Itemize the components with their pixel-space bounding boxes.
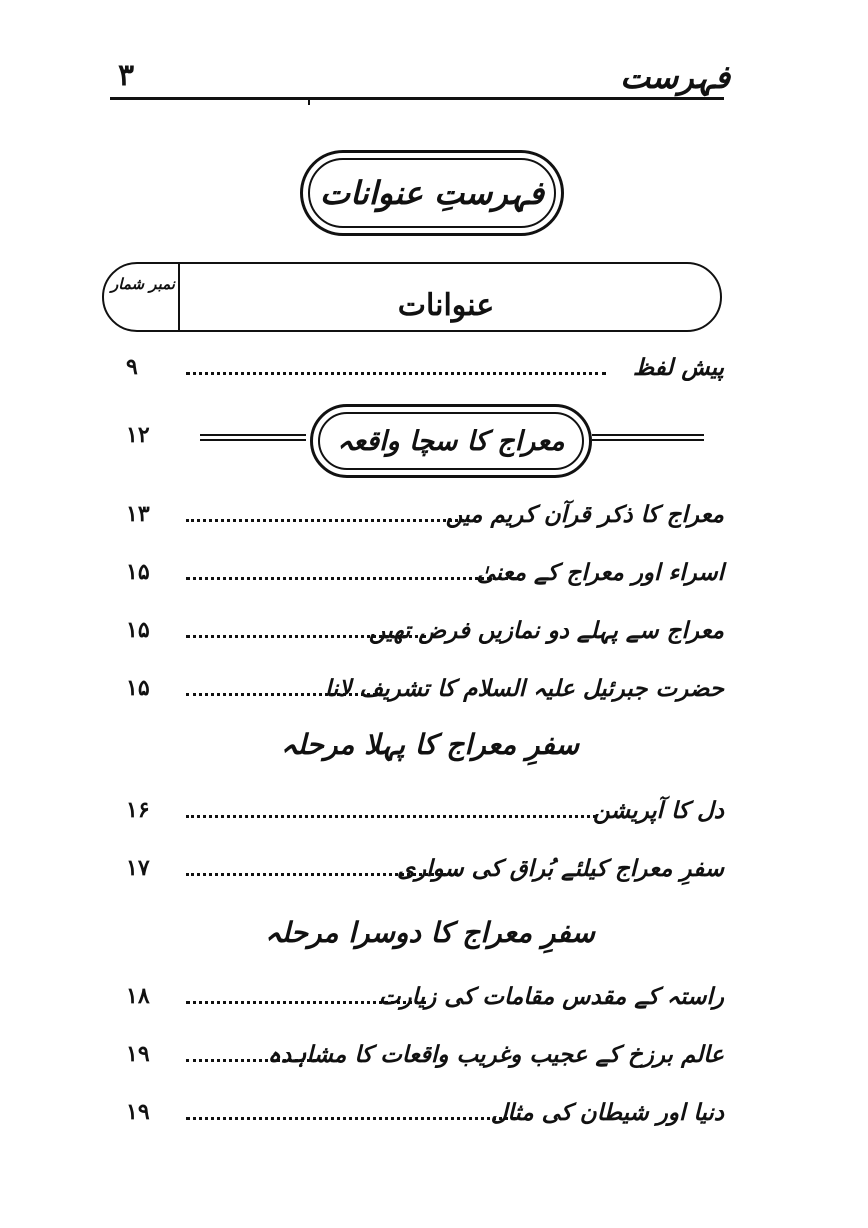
column-header-topics: عنوانات — [397, 287, 495, 323]
toc-entry[interactable] — [110, 974, 724, 1018]
section-banner-frame[interactable] — [310, 404, 592, 478]
toc-entry-text: پیش لفظ — [632, 353, 724, 381]
dot-leader — [186, 815, 596, 818]
toc-entry-page: ۱۶ — [126, 797, 150, 823]
toc-entry-page: ۱۵ — [126, 617, 150, 643]
toc-entry-page: ۱۹ — [126, 1041, 150, 1067]
dot-leader — [186, 1059, 316, 1062]
toc-entry-text: دنیا اور شیطان کی مثال — [490, 1098, 724, 1126]
column-header-number: نمبر شمار — [111, 275, 175, 293]
toc-entry-page: ۱۵ — [126, 675, 150, 701]
toc-entry-page: ۱۳ — [126, 501, 150, 527]
toc-entry-page: ۱۵ — [126, 559, 150, 585]
dot-leader — [186, 372, 606, 375]
toc-entry-page: ۹ — [126, 354, 138, 380]
dot-leader — [186, 577, 516, 580]
toc-entry[interactable] — [110, 666, 724, 710]
toc-entry-text: اسراء اور معراج کے معنیٰ — [476, 558, 724, 586]
header-rule — [110, 97, 724, 100]
toc-entry-text: راستہ کے مقدس مقامات کی زیارت — [378, 982, 724, 1010]
toc-entry[interactable] — [110, 550, 724, 594]
running-header-title: فہرست — [620, 58, 730, 96]
toc-entry[interactable] — [110, 1090, 724, 1134]
dot-leader — [186, 1117, 516, 1120]
banner-rule-right — [592, 434, 704, 441]
dot-leader — [186, 635, 426, 638]
banner-rule-left — [200, 434, 306, 441]
section-heading: سفرِ معراج کا پہلا مرحلہ — [280, 727, 580, 761]
header-rule-tick — [308, 97, 310, 105]
page-number: ۳ — [118, 58, 135, 93]
dot-leader — [186, 519, 476, 522]
toc-entry[interactable] — [110, 846, 724, 890]
toc-entry-page: ۱۹ — [126, 1099, 150, 1125]
toc-entry-text: عالم برزخ کے عجیب وغریب واقعات کا مشاہدہ — [267, 1040, 724, 1068]
toc-entry[interactable] — [110, 492, 724, 536]
toc-entry[interactable] — [110, 345, 724, 389]
column-header-bar — [102, 262, 722, 332]
section-heading: سفرِ معراج کا دوسرا مرحلہ — [265, 915, 595, 949]
section-banner-title: معراج کا سچا واقعہ — [318, 412, 584, 470]
contents-title-frame — [300, 150, 564, 236]
toc-entry[interactable] — [110, 608, 724, 652]
dot-leader — [186, 873, 458, 876]
column-divider — [178, 264, 180, 330]
toc-entry-page: ۱۸ — [126, 983, 150, 1009]
section-page: ۱۲ — [126, 422, 150, 448]
toc-entry[interactable] — [110, 1032, 724, 1076]
toc-entry-text: سفرِ معراج کیلئے بُراق کی سواری — [397, 854, 724, 882]
dot-leader — [186, 1001, 426, 1004]
toc-entry-text: حضرت جبرئیل علیہ السلام کا تشریف لانا — [324, 674, 724, 702]
toc-entry-text: دل کا آپریشن — [593, 796, 724, 824]
toc-entry[interactable] — [110, 788, 724, 832]
contents-title: فہرستِ عنوانات — [308, 158, 556, 228]
toc-entry-text: معراج کا ذکر قرآن کریم میں — [445, 500, 724, 528]
dot-leader — [186, 693, 376, 696]
toc-entry-text: معراج سے پہلے دو نمازیں فرض تھیں — [368, 616, 724, 644]
toc-entry-page: ۱۷ — [126, 855, 150, 881]
